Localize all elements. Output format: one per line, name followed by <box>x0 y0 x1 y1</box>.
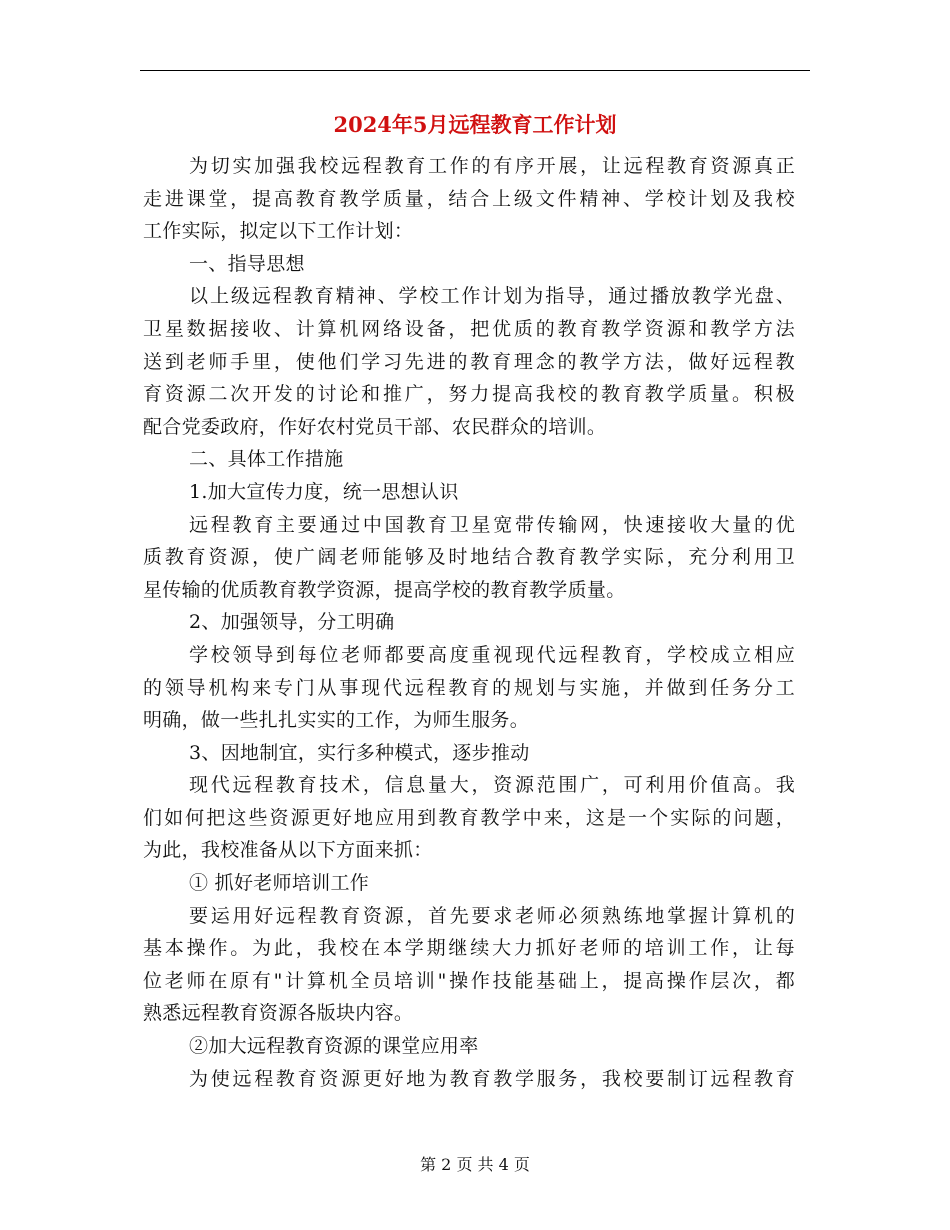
document-body <box>143 150 795 1095</box>
page-footer: 第 2 页 共 4 页 <box>420 1155 530 1174</box>
body-line: 1.加大宣传力度，统一思想认识 <box>189 480 459 503</box>
body-line: 一、指导思想 <box>189 252 305 275</box>
header-rule <box>140 70 810 71</box>
body-line: 质教育资源，使广阔老师能够及时地结合教育教学实际，充分利用卫 <box>143 546 795 569</box>
body-line: 学校领导到每位老师都要高度重视现代远程教育，学校成立相应 <box>189 643 795 666</box>
body-line: ②加大远程教育资源的课堂应用率 <box>189 1035 479 1058</box>
body-line: 2、加强领导，分工明确 <box>189 611 395 634</box>
body-line: 3、因地制宜，实行多种模式，逐步推动 <box>189 741 530 764</box>
body-line: 要运用好远程教育资源，首先要求老师必须熟练地掌握计算机的 <box>189 904 795 927</box>
body-line: 明确，做一些扎扎实实的工作，为师生服务。 <box>143 709 530 732</box>
body-line: 送到老师手里，使他们学习先进的教育理念的教学方法，做好远程教 <box>143 350 795 373</box>
body-line: 为此，我校准备从以下方面来抓： <box>143 839 433 862</box>
body-line: 的领导机构来专门从事现代远程教育的规划与实施，并做到任务分工 <box>143 676 795 699</box>
body-line: 远程教育主要通过中国教育卫星宽带传输网，快速接收大量的优 <box>189 513 795 536</box>
body-line: 为使远程教育资源更好地为教育教学服务，我校要制订远程教育 <box>189 1067 795 1090</box>
body-line: ① 抓好老师培训工作 <box>189 872 370 895</box>
body-line: 卫星数据接收、计算机网络设备，把优质的教育教学资源和教学方法 <box>143 317 795 340</box>
body-line: 现代远程教育技术，信息量大，资源范围广，可利用价值高。我 <box>189 774 795 797</box>
body-line: 基本操作。为此，我校在本学期继续大力抓好老师的培训工作，让每 <box>143 937 795 960</box>
body-line: 走进课堂，提高教育教学质量，结合上级文件精神、学校计划及我校 <box>143 187 795 210</box>
body-line: 们如何把这些资源更好地应用到教育教学中来，这是一个实际的问题， <box>143 806 795 829</box>
body-line: 育资源二次开发的讨论和推广，努力提高我校的教育教学质量。积极 <box>143 383 795 406</box>
body-line: 以上级远程教育精神、学校工作计划为指导，通过播放教学光盘、 <box>189 285 795 308</box>
document-title: 2024年5月远程教育工作计划 <box>333 112 617 137</box>
body-line: 二、具体工作措施 <box>189 448 344 471</box>
body-line: 熟悉远程教育资源各版块内容。 <box>143 1002 414 1025</box>
body-line: 星传输的优质教育教学资源，提高学校的教育教学质量。 <box>143 578 626 601</box>
body-line: 工作实际，拟定以下工作计划： <box>143 220 414 243</box>
body-line: 位老师在原有"计算机全员培训"操作技能基础上，提高操作层次，都 <box>143 969 795 992</box>
body-line: 为切实加强我校远程教育工作的有序开展，让远程教育资源真正 <box>189 155 795 177</box>
body-line: 配合党委政府，作好农村党员干部、农民群众的培训。 <box>143 415 607 438</box>
